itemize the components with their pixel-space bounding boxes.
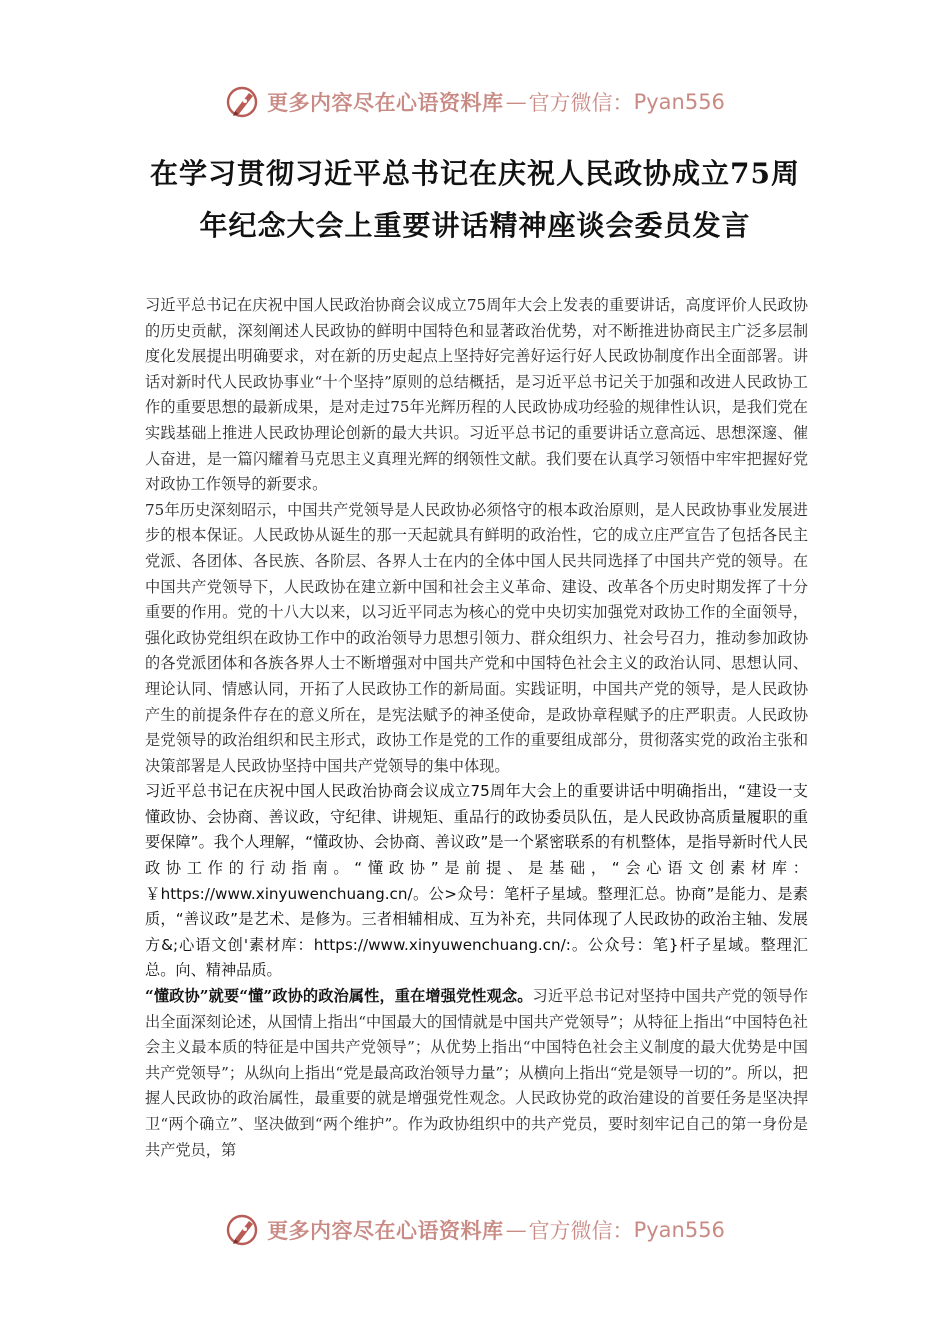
banner-separator: — <box>505 1218 527 1242</box>
paragraph-1: 习近平总书记在庆祝中国人民政治协商会议成立75周年大会上发表的重要讲话，高度评价人民政协的历史贡献，深刻阐述人民政协的鲜明中国特色和显著政治优势，对不断推进协商民主广泛多层制度化发展提出明确要求，对在新的历史起点上坚持好完善好运行好人民政协制度作出全面部署。讲话对新时代人民政协事业“十个坚持”原则的总结概括，是习近平总书记关于加强和改进人民政协工作的重要思想的最新成果，是对走过75年光辉历程的人民政协成功经验的规律性认识，是我们党在实践基础上推进人民政协理论创新的最大共识。习近平总书记的重要讲话立意高远、思想深邃、催人奋进，是一篇闪耀着马克思主义真理光辉的纲领性文献。我们要在认真学习领悟中牢牢把握好党对政协工作领导的新要求。 <box>145 296 808 494</box>
pen-logo-icon <box>225 1212 261 1248</box>
footer-banner <box>0 1208 950 1252</box>
banner-contact-label: 官方微信： <box>528 91 634 115</box>
article-body <box>145 293 808 1163</box>
paragraph-2: 75年历史深刻昭示，中国共产党领导是人民政协必须恪守的根本政治原则，是人民政协事业发展进步的根本保证。人民政协从诞生的那一天起就具有鲜明的政治性，它的成立庄严宣告了包括各民主党派、各团体、各民族、各阶层、各界人士在内的全体中国人民共同选择了中国共产党的领导。在中国共产党领导下，人民政协在建立新中国和社会主义革命、建设、改革各个历史时期发挥了十分重要的作用。党的十八大以来，以习近平同志为核心的党中央切实加强党对政协工作的全面领导，强化政协党组织在政协工作中的政治领导力思想引领力、群众组织力、社会号召力，推动参加政协的各党派团体和各族各界人士不断增强对中国共产党和中国特色社会主义的政治认同、思想认同、理论认同、情感认同，开拓了人民政协工作的新局面。实践证明，中国共产党的领导，是人民政协产生的前提条件存在的意义所在，是宪法赋予的神圣使命，是政协章程赋予的庄严职责。人民政协是党领导的政治组织和民主形式，政协工作是党的工作的重要组成部分，贯彻落实党的政治主张和决策部署是人民政协坚持中国共产党领导的集中体现。 <box>145 500 808 775</box>
banner-contact-label: 官方微信： <box>528 1219 634 1243</box>
banner-contact-id: Pyan556 <box>633 90 725 114</box>
banner-separator: — <box>505 90 527 114</box>
paragraph-4-lead: “懂政协”就要“懂”政协的政治属性，重在增强党性观念。 <box>145 987 533 1006</box>
banner-text: 更多内容尽在心语资料库 <box>267 90 504 115</box>
title-line-2: 年纪念大会上重要讲话精神座谈会委员发言 <box>199 209 751 242</box>
banner-contact-id: Pyan556 <box>633 1218 725 1242</box>
banner-text: 更多内容尽在心语资料库 <box>267 1218 504 1243</box>
title-line-1: 在学习贯彻习近平总书记在庆祝人民政协成立75周 <box>150 157 800 190</box>
page-title <box>120 148 830 252</box>
pen-logo-icon <box>225 84 261 120</box>
paragraph-4-text: 习近平总书记对坚持中国共产党的领导作出全面深刻论述，从国情上指出“中国最大的国情就是中国共产党领导”；从特征上指出“中国特色社会主义最本质的特征是中国共产党领导”；从优势上指出“中国特色社会主义制度的最大优势是中国共产党领导”；从纵向上指出“党是最高政治领导力量”；从横向上指出“党是领导一切的”。所以，把握人民政协的政治属性，最重要的就是增强党性观念。人民政协党的政治建设的首要任务是坚决捍卫“两个确立”、坚决做到“两个维护”。作为政协组织中的共产党员，要时刻牢记自己的第一身份是共产党员，第 <box>145 987 808 1159</box>
paragraph-4 <box>145 984 808 1163</box>
paragraph-3: 习近平总书记在庆祝中国人民政治协商会议成立75周年大会上的重要讲话中明确指出，“建设一支懂政协、会协商、善议政，守纪律、讲规矩、重品行的政协委员队伍，是人民政协高质量履职的重要保障”。我个人理解，“懂政协、会协商、善议政”是一个紧密联系的有机整体，是指导新时代人民政协工作的行动指南。“懂政协”是前提、是基础，“会心语文创素材库：￥https://www.xinyuwenchuang.cn/。公>众号：笔杆子星域。整理汇总。协商”是能力、是素质，“善议政”是艺术、是修为。三者相辅相成、互为补充，共同体现了人民政协的政治主轴、发展方&;心语文创'素材库：https://www.xinyuwenchuang.cn/:。公众号：笔}杆子星域。整理汇总。向、精神品质。 <box>145 782 808 980</box>
header-banner <box>0 80 950 124</box>
